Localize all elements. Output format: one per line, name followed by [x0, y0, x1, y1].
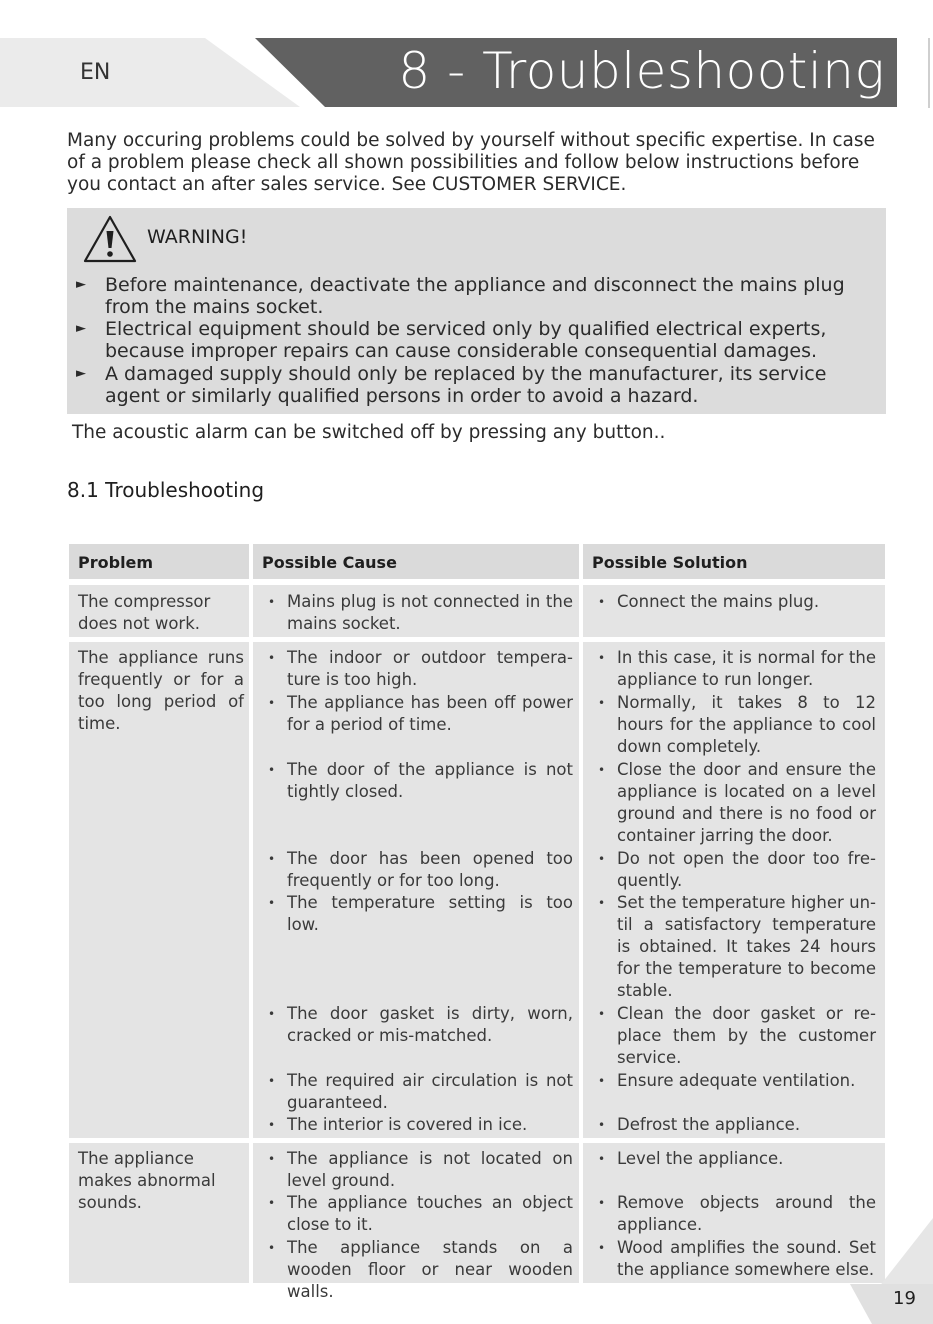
table-header-cause — [253, 544, 579, 579]
cause-item: • The interior is covered in ice. — [268, 1114, 573, 1136]
solution-item: • Level the appliance. — [598, 1148, 876, 1170]
problem-text: The compressor does not work. — [78, 592, 211, 633]
arrow-right-icon: ► — [76, 277, 86, 292]
solution-text: Close the door and ensure the appliance is located on a level ground and there is no food or container jarring the door. — [617, 760, 876, 845]
language-tab — [0, 38, 300, 107]
solution-text: Wood amplifies the sound. Set the appliance somewhere else. — [617, 1238, 876, 1279]
intro-paragraph: Many occuring problems could be solved by yourself without specific expertise. In case of a problem please check all shown possibilities and follow below instructions before you contact an after sales service. See CUSTOMER SERVICE. — [67, 130, 875, 195]
cause-item: • The required air circulation is not guaranteed. — [268, 1071, 573, 1112]
warning-item — [76, 274, 880, 318]
solution-text: Do not open the door too fre-quently. — [617, 849, 876, 890]
solution-item: • Do not open the door too fre-quently. — [598, 849, 876, 890]
warning-title: WARNING! — [147, 226, 248, 248]
warning-item-text: Electrical equipment should be serviced only by qualified electrical experts, because improper repairs can cause considerable consequential damages. — [105, 318, 827, 362]
solution-text: Normally, it takes 8 to 12 hours for the appliance to cool down completely. — [617, 693, 876, 756]
cause-text: The interior is covered in ice. — [287, 1115, 528, 1134]
solution-item: • Ensure adequate ventilation. — [598, 1070, 876, 1092]
solution-item: • Connect the mains plug. — [598, 591, 876, 613]
solution-item: • Normally, it takes 8 to 12 hours for the appliance to cool down completely. — [598, 693, 876, 756]
cause-item: • The door has been opened too frequently or for too long. — [268, 849, 573, 890]
header-label: Possible Solution — [592, 553, 748, 572]
header-label: Possible Cause — [262, 553, 397, 572]
problem-text: The appliance makes abnormal sounds. — [78, 1149, 216, 1212]
solution-text: Connect the mains plug. — [617, 592, 820, 611]
solution-item: • Defrost the appliance. — [598, 1114, 876, 1136]
cause-text: The door gasket is dirty, worn, cracked or mis-matched. — [287, 1004, 573, 1045]
solution-text: Clean the door gasket or re-place them by the customer service. — [617, 1004, 876, 1067]
warning-triangle-icon — [82, 214, 138, 264]
table-header-solution — [583, 544, 885, 579]
cause-item: • The door of the appliance is not tightly closed. — [268, 760, 573, 801]
warning-item — [76, 318, 880, 362]
solution-text: Level the appliance. — [617, 1149, 784, 1168]
cause-text: The appliance touches an object close to it. — [287, 1193, 573, 1234]
arrow-right-icon: ► — [76, 366, 86, 381]
solution-text: In this case, it is normal for the appliance to run longer. — [617, 648, 876, 689]
cause-item: • The appliance touches an object close to it. — [268, 1193, 573, 1234]
solution-text: Remove objects around the appliance. — [617, 1193, 876, 1234]
solution-text: Defrost the appliance. — [617, 1115, 801, 1134]
section-heading: 8.1 Troubleshooting — [67, 478, 265, 502]
arrow-right-icon: ► — [76, 321, 86, 336]
language-label: EN — [80, 60, 111, 85]
problem-text: The appliance runs frequently or for a too long period of time. — [78, 648, 244, 733]
cause-text: Mains plug is not connected in the mains socket. — [287, 592, 573, 633]
solution-text: Ensure adequate ventilation. — [617, 1071, 856, 1090]
cause-text: The appliance stands on a wooden floor or near wooden walls. — [287, 1238, 573, 1301]
cause-item: • The indoor or outdoor tempera-ture is too high. — [268, 648, 573, 689]
page-edge-line — [928, 38, 930, 108]
cause-text: The required air circulation is not guaranteed. — [287, 1071, 573, 1112]
cause-text: The indoor or outdoor tempera-ture is too high. — [287, 648, 573, 689]
cause-text: The door has been opened too frequently or for too long. — [287, 849, 573, 890]
warning-item — [76, 363, 880, 407]
cause-item: • The appliance stands on a wooden floor or near wooden walls. — [268, 1238, 573, 1301]
cause-text: The appliance has been off power for a period of time. — [287, 693, 573, 734]
cause-item: • The appliance has been off power for a period of time. — [268, 693, 573, 734]
solution-text: Set the temperature higher un-til a satisfactory temperature is obtained. It takes 24 hours for the temperature to become stable. — [617, 893, 876, 1000]
page-number: 19 — [893, 1288, 916, 1309]
warning-item-text: A damaged supply should only be replaced by the manufacturer, its service agent or similarly qualified persons in order to avoid a hazard. — [105, 363, 827, 407]
solution-item: • Wood amplifies the sound. Set the appliance somewhere else. — [598, 1238, 876, 1279]
cause-item: • Mains plug is not connected in the mains socket. — [268, 592, 573, 633]
cause-text: The door of the appliance is not tightly closed. — [287, 760, 573, 801]
page-title: 8 - Troubleshooting — [398, 42, 885, 100]
cause-text: The appliance is not located on level ground. — [287, 1149, 573, 1190]
cause-text: The temperature setting is too low. — [287, 893, 573, 934]
solution-item: • Set the temperature higher un-til a satisfactory temperature is obtained. It takes 24 hours for the temperature to become stable. — [598, 893, 876, 1000]
solution-item: • Clean the door gasket or re-place them by the customer service. — [598, 1004, 876, 1067]
cause-item: • The door gasket is dirty, worn, cracked or mis-matched. — [268, 1004, 573, 1045]
solution-item: • Close the door and ensure the appliance is located on a level ground and there is no food or container jarring the door. — [598, 760, 876, 845]
alarm-note: The acoustic alarm can be switched off by pressing any button.. — [72, 422, 666, 443]
table-header-problem — [69, 544, 249, 579]
cause-item: • The appliance is not located on level ground. — [268, 1149, 573, 1190]
header-label: Problem — [78, 553, 154, 572]
page-number-tab — [850, 1284, 933, 1324]
solution-item: • Remove objects around the appliance. — [598, 1193, 876, 1234]
cause-item: • The temperature setting is too low. — [268, 893, 573, 934]
warning-item-text: Before maintenance, deactivate the appliance and disconnect the mains plug from the mains socket. — [105, 274, 845, 318]
solution-item: • In this case, it is normal for the appliance to run longer. — [598, 648, 876, 689]
